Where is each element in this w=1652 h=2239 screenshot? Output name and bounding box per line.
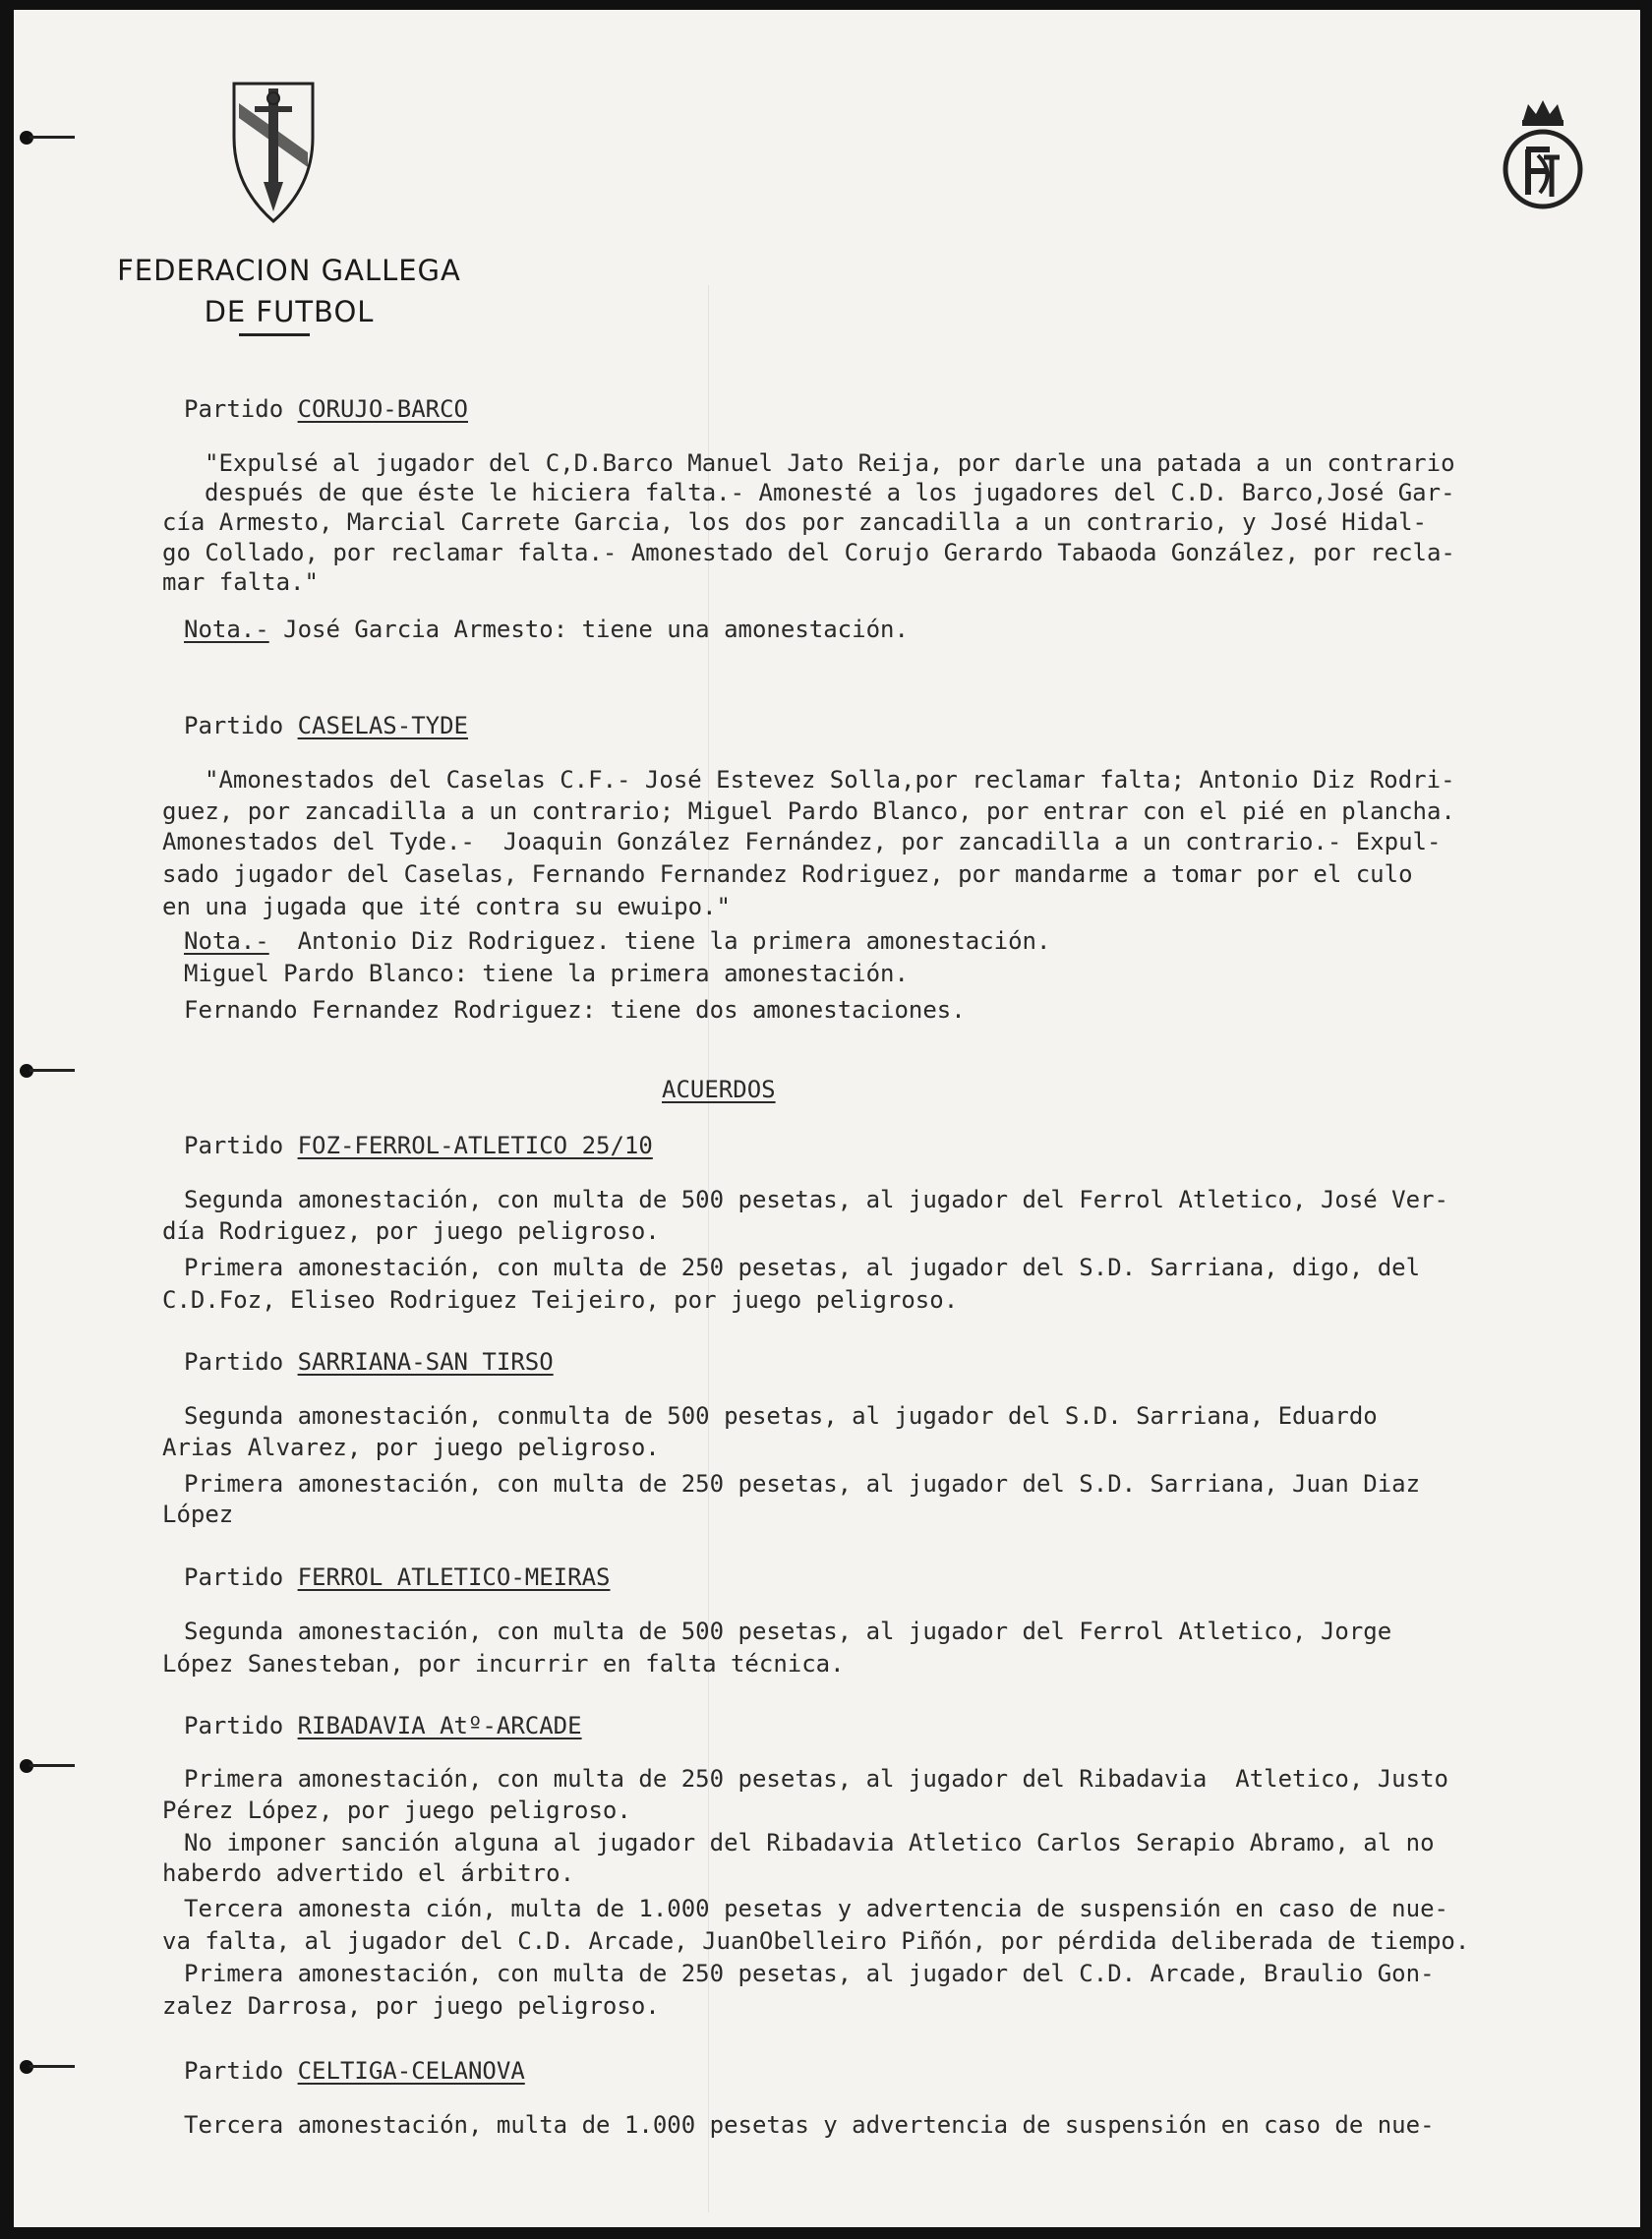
heading-prefix: Partido xyxy=(184,1132,298,1159)
nota-text: José Garcia Armesto: tiene una amonestación. xyxy=(268,616,909,643)
section-heading xyxy=(184,1347,554,1377)
nota-text: Antonio Diz Rodriguez. tiene la primera amonestación. xyxy=(268,927,1051,955)
match-name: SARRIANA-SAN TIRSO xyxy=(297,1348,554,1376)
section-heading xyxy=(184,1131,653,1160)
ruling-line: Arias Alvarez, por juego peligroso. xyxy=(162,1434,660,1461)
heading-prefix: Partido xyxy=(184,712,298,739)
match-name: RIBADAVIA Atº-ARCADE xyxy=(297,1712,582,1739)
document-body xyxy=(14,10,1640,2227)
ruling-line: haberdo advertido el árbitro. xyxy=(162,1859,575,1887)
ruling-line: Segunda amonestación, con multa de 500 pesetas, al jugador del Ferrol Atletico, José Ver- xyxy=(184,1186,1448,1213)
acuerdos-heading: ACUERDOS xyxy=(662,1076,776,1103)
report-line: Amonestados del Tyde.- Joaquin González Fernández, por zancadilla a un contrario.- Expul- xyxy=(162,828,1442,855)
ruling-line: Tercera amonestación, multa de 1.000 pesetas y advertencia de suspensión en caso de nue- xyxy=(184,2111,1435,2139)
nota-line: Miguel Pardo Blanco: tiene la primera amonestación. xyxy=(184,960,909,987)
heading-prefix: Partido xyxy=(184,1563,298,1591)
ruling-line: López Sanesteban, por incurrir en falta técnica. xyxy=(162,1650,845,1678)
nota-label: Nota.- xyxy=(184,927,269,955)
ruling-line: Primera amonestación, con multa de 250 pesetas, al jugador del S.D. Sarriana, Juan Diaz xyxy=(184,1470,1421,1498)
ruling-line: zalez Darrosa, por juego peligroso. xyxy=(162,1992,660,2020)
ruling-line: Primera amonestación, con multa de 250 pesetas, al jugador del Ribadavia Atletico, Justo xyxy=(184,1765,1448,1793)
match-name: CASELAS-TYDE xyxy=(297,712,468,739)
report-line: después de que éste le hiciera falta.- Amonesté a los jugadores del C.D. Barco,José Gar- xyxy=(205,479,1455,506)
heading-prefix: Partido xyxy=(184,395,298,423)
ruling-line: Segunda amonestación, con multa de 500 pesetas, al jugador del Ferrol Atletico, Jorge xyxy=(184,1618,1392,1645)
report-line: en una jugada que ité contra su ewuipo." xyxy=(162,893,731,920)
ruling-line: día Rodriguez, por juego peligroso. xyxy=(162,1217,660,1245)
nota-label: Nota.- xyxy=(184,616,269,643)
match-name: CORUJO-BARCO xyxy=(297,395,468,423)
match-name: FOZ-FERROL-ATLETICO 25/10 xyxy=(297,1132,653,1159)
heading-prefix: Partido xyxy=(184,1348,298,1376)
match-name: FERROL ATLETICO-MEIRAS xyxy=(297,1563,611,1591)
ruling-line: Segunda amonestación, conmulta de 500 pesetas, al jugador del S.D. Sarriana, Eduardo xyxy=(184,1402,1378,1430)
ruling-line: Primera amonestación, con multa de 250 pesetas, al jugador del S.D. Sarriana, digo, del xyxy=(184,1254,1421,1281)
report-line: "Expulsé al jugador del C,D.Barco Manuel Jato Reija, por darle una patada a un contrario xyxy=(205,449,1455,477)
ruling-line: No imponer sanción alguna al jugador del Ribadavia Atletico Carlos Serapio Abramo, al no xyxy=(184,1829,1435,1856)
report-line: mar falta." xyxy=(162,568,319,596)
nota-line xyxy=(184,615,909,644)
section-heading xyxy=(184,1562,610,1592)
ruling-line: López xyxy=(162,1501,234,1528)
report-line: guez, por zancadilla a un contrario; Miguel Pardo Blanco, por entrar con el pié en plancha. xyxy=(162,797,1455,825)
ruling-line: va falta, al jugador del C.D. Arcade, JuanObelleiro Piñón, por pérdida deliberada de tiempo. xyxy=(162,1927,1470,1955)
nota-line: Fernando Fernandez Rodriguez: tiene dos amonestaciones. xyxy=(184,996,966,1024)
match-name: CELTIGA-CELANOVA xyxy=(297,2057,525,2085)
heading-prefix: Partido xyxy=(184,1712,298,1739)
document-page xyxy=(14,10,1640,2227)
report-line: go Collado, por reclamar falta.- Amonestado del Corujo Gerardo Tabaoda González, por recla- xyxy=(162,539,1455,566)
ruling-line: Tercera amonesta ción, multa de 1.000 pesetas y advertencia de suspensión en caso de nue- xyxy=(184,1895,1448,1922)
ruling-line: C.D.Foz, Eliseo Rodriguez Teijeiro, por juego peligroso. xyxy=(162,1286,959,1314)
section-heading xyxy=(184,394,468,424)
report-line: sado jugador del Caselas, Fernando Fernandez Rodriguez, por mandarme a tomar por el culo xyxy=(162,860,1413,888)
heading-prefix: Partido xyxy=(184,2057,298,2085)
section-heading xyxy=(184,2056,525,2086)
section-heading xyxy=(184,711,468,740)
organization-name-line1: FEDERACION GALLEGA xyxy=(117,254,461,287)
ruling-line: Pérez López, por juego peligroso. xyxy=(162,1797,631,1824)
organization-name-line2: DE FUTBOL xyxy=(204,295,375,328)
report-line: "Amonestados del Caselas C.F.- José Estevez Solla,por reclamar falta; Antonio Diz Rodri- xyxy=(205,766,1455,794)
section-heading xyxy=(184,1711,582,1740)
ruling-line: Primera amonestación, con multa de 250 pesetas, al jugador del C.D. Arcade, Braulio Gon- xyxy=(184,1960,1435,1987)
nota-line xyxy=(184,926,1050,956)
report-line: cía Armesto, Marcial Carrete Garcia, los dos por zancadilla a un contrario, y José Hidal- xyxy=(162,508,1427,536)
